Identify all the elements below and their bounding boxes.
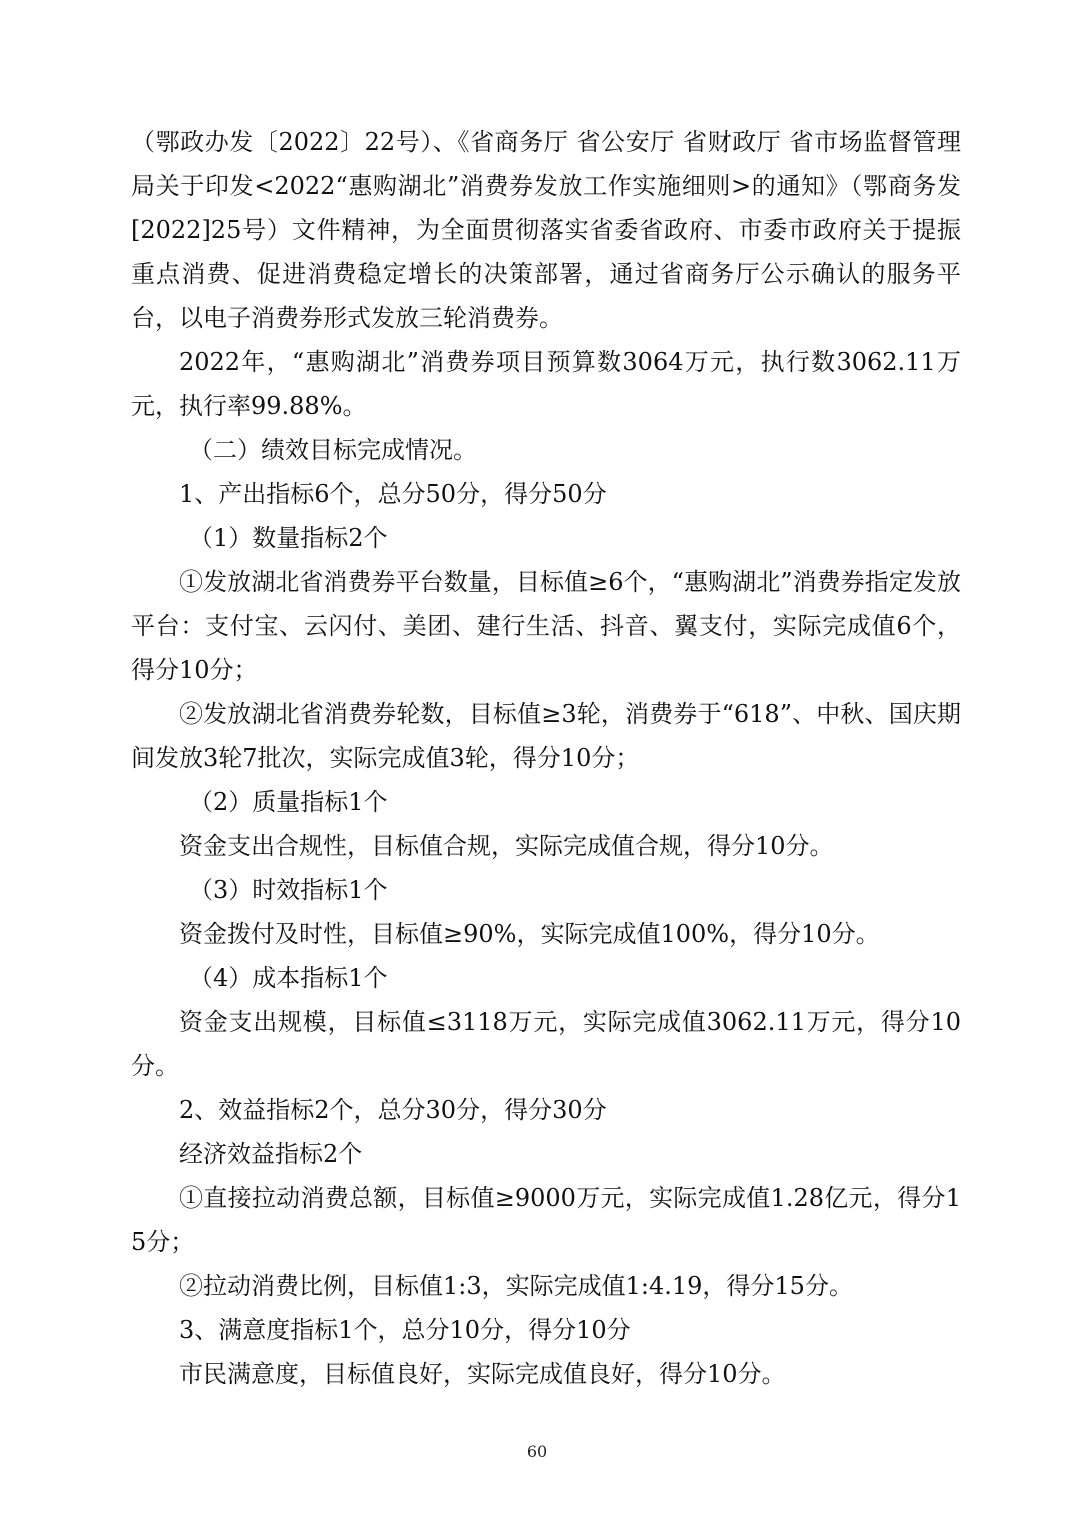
paragraph-compliance: 资金支出合规性，目标值合规，实际完成值合规，得分10分。 <box>179 832 834 860</box>
paragraph-quantity-indicators: （1）数量指标2个 <box>189 524 388 552</box>
paragraph-quality-indicators: （2）质量指标1个 <box>189 788 388 816</box>
document-body <box>131 120 961 1396</box>
paragraph-consumption-ratio: ②拉动消费比例，目标值1:3，实际完成值1:4.19，得分15分。 <box>179 1272 853 1300</box>
paragraph-rounds-count: ②发放湖北省消费券轮数，目标值≥3轮，消费券于“618”、中秋、国庆期间发放3轮7批次，实际完成值3轮，得分10分； <box>131 700 961 772</box>
paragraph-citizen-satisfaction: 市民满意度，目标值良好，实际完成值良好，得分10分。 <box>179 1360 786 1388</box>
paragraph-platform-count: ①发放湖北省消费券平台数量，目标值≥6个，“惠购湖北”消费券指定发放平台：支付宝、云闪付、美团、建行生活、抖音、翼支付，实际完成值6个，得分10分； <box>131 568 961 684</box>
page-number: 60 <box>526 1442 548 1461</box>
paragraph-direct-consumption: ①直接拉动消费总额，目标值≥9000万元，实际完成值1.28亿元，得分15分； <box>131 1184 961 1256</box>
paragraph-budget-execution: 2022年，“惠购湖北”消费券项目预算数3064万元，执行数3062.11万元，执行率99.88%。 <box>131 348 961 420</box>
paragraph-economic-benefit: 经济效益指标2个 <box>179 1140 363 1168</box>
paragraph-satisfaction-indicators: 3、满意度指标1个，总分10分，得分10分 <box>179 1316 631 1344</box>
paragraph-cost-indicators: （4）成本指标1个 <box>189 964 388 992</box>
paragraph-policy-basis: （鄂政办发〔2022〕22号）、《省商务厅 省公安厅 省财政厅 省市场监督管理局关于印发<2022“惠购湖北”消费券发放工作实施细则>的通知》（鄂商务发[2022]25号）文件精神，为全面贯彻落实省委省政府、市委市政府关于提振重点消费、促进消费稳定增长的决策部署，通过省商务厅公示确认的服务平台，以电子消费券形式发放三轮消费券。 <box>131 128 961 332</box>
paragraph-timeliness-indicators: （3）时效指标1个 <box>189 876 388 904</box>
paragraph-timeliness: 资金拨付及时性，目标值≥90%，实际完成值100%，得分10分。 <box>179 920 880 948</box>
section-heading-performance: （二）绩效目标完成情况。 <box>189 436 477 464</box>
paragraph-output-indicators: 1、产出指标6个，总分50分，得分50分 <box>179 480 607 508</box>
paragraph-benefit-indicators: 2、效益指标2个，总分30分，得分30分 <box>179 1096 607 1124</box>
paragraph-cost-scale: 资金支出规模，目标值≤3118万元，实际完成值3062.11万元，得分10分。 <box>131 1008 961 1080</box>
